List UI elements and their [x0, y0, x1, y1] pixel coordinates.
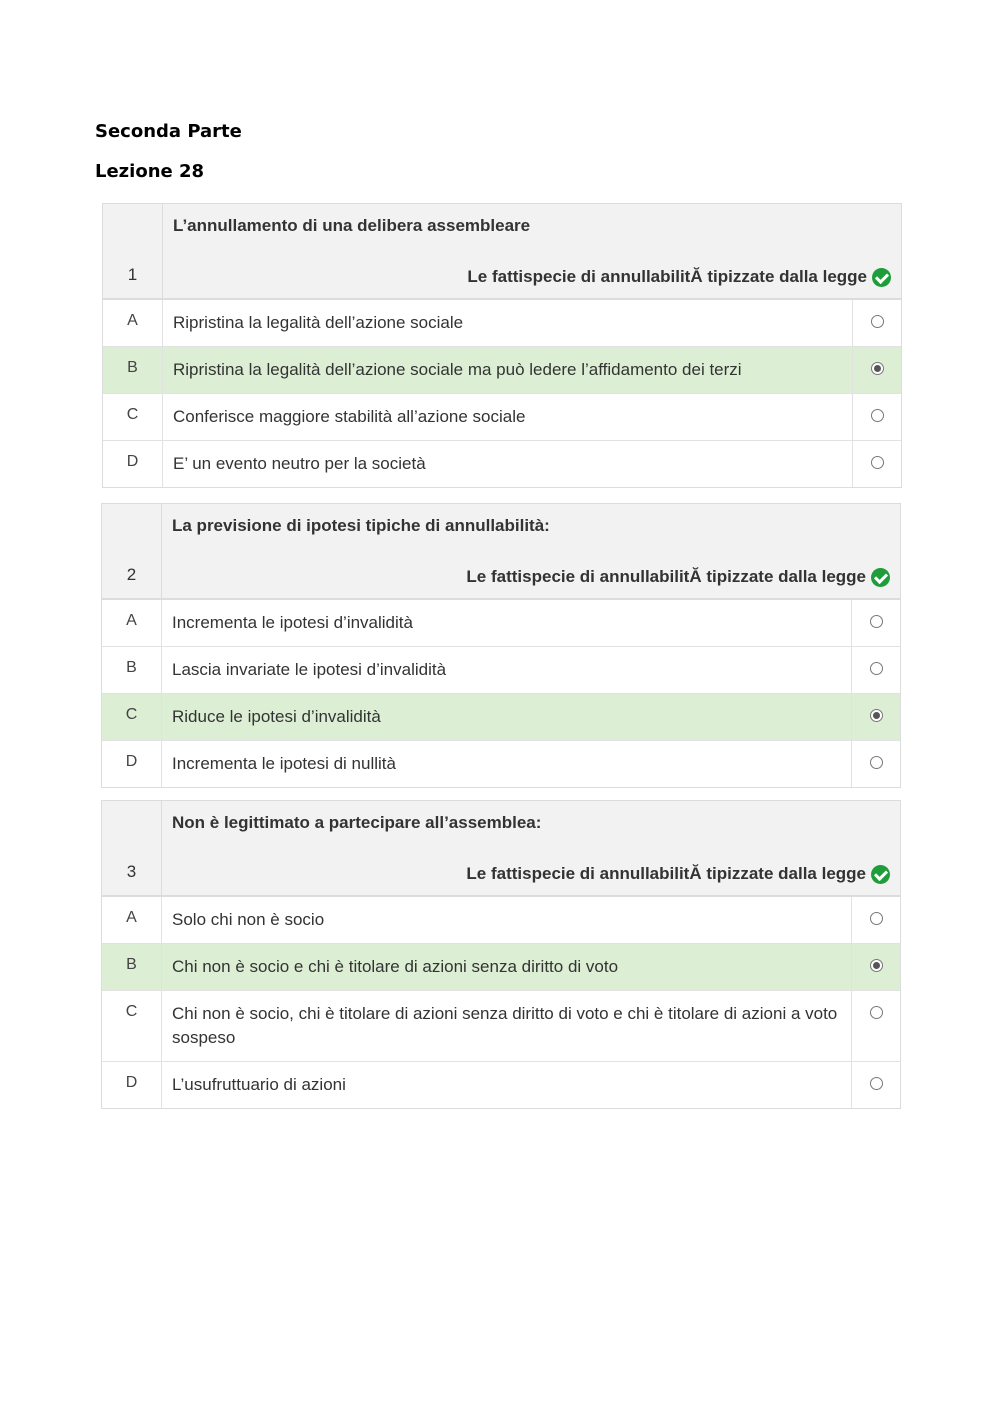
question-feedback: [466, 567, 890, 587]
answer-row-selected[interactable]: [103, 346, 901, 393]
answer-letter: B: [102, 944, 162, 990]
answer-letter: C: [102, 694, 162, 740]
answer-text: Incrementa le ipotesi di nullità: [162, 741, 852, 787]
answer-letter: D: [103, 441, 163, 487]
question-header: [103, 204, 901, 300]
answer-letter: B: [103, 347, 163, 393]
radio-button[interactable]: [870, 662, 883, 675]
radio-button[interactable]: [870, 1006, 883, 1019]
radio-button[interactable]: [871, 456, 884, 469]
answer-letter: A: [102, 600, 162, 646]
radio-button[interactable]: [871, 315, 884, 328]
answer-text: Riduce le ipotesi d’invalidità: [162, 694, 852, 740]
answer-row-selected[interactable]: [102, 943, 900, 990]
radio-button[interactable]: [871, 409, 884, 422]
question-block-2: [101, 503, 901, 788]
section-heading: Seconda Parte: [95, 121, 242, 142]
answer-text: Chi non è socio e chi è titolare di azioni senza diritto di voto: [162, 944, 852, 990]
question-block-1: [102, 203, 902, 488]
radio-button[interactable]: [870, 1077, 883, 1090]
question-text: L’annullamento di una delibera assembleare: [173, 216, 531, 235]
answer-text: Incrementa le ipotesi d’invalidità: [162, 600, 852, 646]
answer-letter: B: [102, 647, 162, 693]
question-text: La previsione di ipotesi tipiche di annullabilità:: [172, 516, 550, 535]
answer-text: L’usufruttuario di azioni: [162, 1062, 852, 1108]
answer-letter: A: [102, 897, 162, 943]
answer-text: Conferisce maggiore stabilità all’azione sociale: [163, 394, 853, 440]
answer-letter: D: [102, 1062, 162, 1108]
radio-button-selected[interactable]: [870, 709, 883, 722]
question-number: 1: [103, 204, 163, 298]
answer-row-selected[interactable]: [102, 693, 900, 740]
answer-text: Ripristina la legalità dell’azione sociale: [163, 300, 853, 346]
question-block-3: [101, 800, 901, 1109]
question-text: Non è legittimato a partecipare all’assemblea:: [172, 813, 542, 832]
answer-letter: D: [102, 741, 162, 787]
answer-row[interactable]: [102, 646, 900, 693]
question-feedback: [466, 864, 890, 884]
check-icon: [871, 865, 890, 884]
lesson-heading: Lezione 28: [95, 161, 205, 182]
answer-text: Chi non è socio, chi è titolare di azioni senza diritto di voto e chi è titolare di azioni a voto sospeso: [162, 991, 852, 1061]
answer-row[interactable]: [103, 300, 901, 346]
answer-text: E’ un evento neutro per la società: [163, 441, 853, 487]
answer-letter: C: [102, 991, 162, 1061]
radio-button-selected[interactable]: [870, 959, 883, 972]
answer-row[interactable]: [102, 600, 900, 646]
feedback-text: Le fattispecie di annullabilitĂ tipizzate dalla legge: [466, 864, 866, 883]
answer-row[interactable]: [102, 740, 900, 787]
answer-text: Ripristina la legalità dell’azione sociale ma può ledere l’affidamento dei terzi: [163, 347, 853, 393]
question-feedback: [467, 267, 891, 287]
answer-text: Lascia invariate le ipotesi d’invalidità: [162, 647, 852, 693]
answer-letter: C: [103, 394, 163, 440]
feedback-text: Le fattispecie di annullabilitĂ tipizzate dalla legge: [466, 567, 866, 586]
answer-row[interactable]: [102, 990, 900, 1061]
radio-button[interactable]: [870, 615, 883, 628]
question-header: [102, 801, 900, 897]
feedback-text: Le fattispecie di annullabilitĂ tipizzate dalla legge: [467, 267, 867, 286]
question-header: [102, 504, 900, 600]
radio-button[interactable]: [870, 756, 883, 769]
check-icon: [872, 268, 891, 287]
answer-row[interactable]: [102, 897, 900, 943]
answer-row[interactable]: [103, 393, 901, 440]
answer-row[interactable]: [103, 440, 901, 487]
question-number: 3: [102, 801, 162, 895]
check-icon: [871, 568, 890, 587]
radio-button[interactable]: [870, 912, 883, 925]
answer-letter: A: [103, 300, 163, 346]
answer-text: Solo chi non è socio: [162, 897, 852, 943]
question-number: 2: [102, 504, 162, 598]
radio-button-selected[interactable]: [871, 362, 884, 375]
answer-row[interactable]: [102, 1061, 900, 1108]
